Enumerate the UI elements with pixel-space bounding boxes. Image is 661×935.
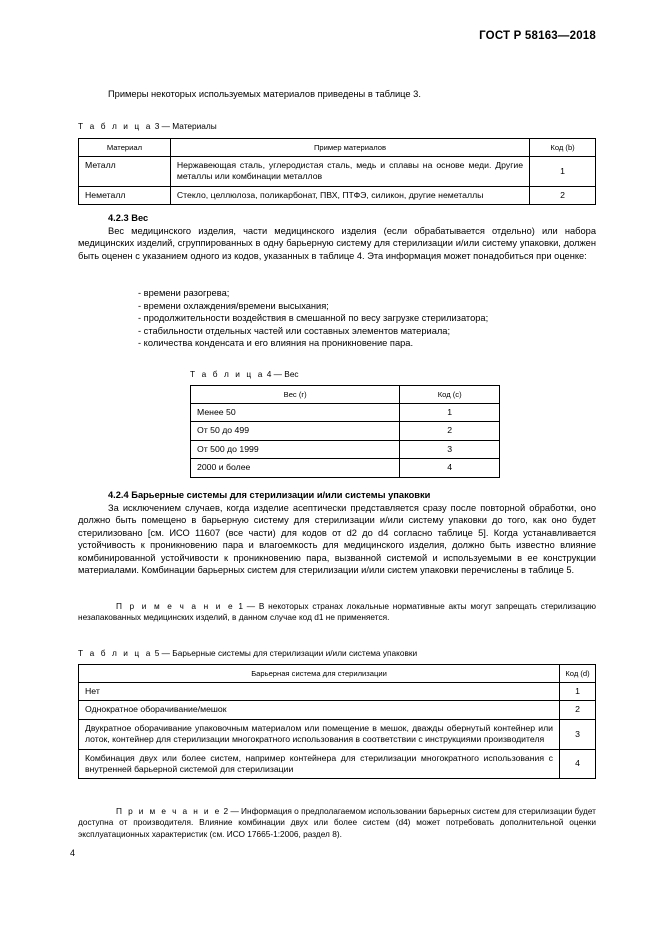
list-item: - времени охлаждения/времени высыхания; — [138, 300, 329, 311]
table4-cell-weight: Менее 50 — [191, 404, 400, 422]
note2-text: Информация о предполагаемом использовании барьерных систем для стерилизации будет доступна от производителя. Влияние комбинации двух или более систем (d4) может потребовать дополнительной оценки эксплуатационных характеристик (см. ИСО 17665-1:2006, раздел 8). — [78, 806, 596, 839]
note1-block — [78, 601, 596, 624]
section-424-heading: 4.2.4 Барьерные системы для стерилизации и/или системы упаковки — [108, 490, 431, 500]
table3-header-material: Материал — [79, 139, 171, 157]
table5-caption-number: 5 — [154, 648, 160, 658]
note1 — [78, 601, 596, 624]
note2-label: П р и м е ч а н и е — [116, 806, 222, 816]
note1-label: П р и м е ч а н и е — [116, 601, 235, 611]
table4-cell-code: 1 — [400, 404, 500, 422]
table3-caption-title: Материалы — [172, 121, 217, 131]
table-row — [79, 683, 596, 701]
intro-paragraph: Примеры некоторых используемых материалов приведены в таблице 3. — [108, 89, 421, 99]
table5-cell-code: 2 — [560, 701, 596, 719]
section-424-paragraph: За исключением случаев, когда изделие асептически представляется сразу после повторной обработки, оно должно быть помещено в барьерную систему для стерилизации и/или систему упаковки до того, как оно будет стерилизовано [см. ИСО 11607 (все части) для кодов от d2 до d4 согласно таблице 5]. Когда устанавливается устойчивость к проникновению пара и влагоемкость для медицинского изделия, должно быть известно влияние комбинированной устойчивости к проникновению пара, вызванной системой и используемыми в ее конструкции материалами. Комбинации барьерных систем для стерилизации и/или систем упаковки перечислены в таблице 5. — [78, 502, 596, 576]
page-number: 4 — [70, 848, 76, 858]
table3-cell-code: 2 — [530, 186, 596, 204]
table5-header-code: Код (d) — [560, 665, 596, 683]
note1-dash: — — [246, 601, 256, 611]
table-row — [79, 701, 596, 719]
table3-header-row — [79, 139, 596, 157]
table3-wrapper — [78, 138, 596, 205]
intro-block — [78, 88, 596, 101]
table4-caption — [190, 368, 299, 380]
table5-wrapper — [78, 664, 596, 779]
section-424-block — [78, 489, 596, 577]
table5-cell-code: 1 — [560, 683, 596, 701]
table5-cell-code: 3 — [560, 719, 596, 749]
table3-cell-examples: Стекло, целлюлоза, поликарбонат, ПВХ, ПТФЭ, силикон, другие неметаллы — [170, 186, 529, 204]
table-row — [79, 719, 596, 749]
table4-caption-title: Вес — [284, 369, 299, 379]
table3-header-examples: Пример материалов — [170, 139, 529, 157]
section-423-paragraph: Вес медицинского изделия, части медицинского изделия (если обрабатывается отдельно) или набора медицинских изделий, сгруппированных в одну барьерную систему для стерилизации и/или систему упаковки, должен быть оценен с указанием одного из кодов, указанных в таблице 4. Эта информация может понадобиться при оценке: — [78, 225, 596, 261]
list-item: - времени разогрева; — [138, 288, 230, 298]
table5-cell-system: Двукратное оборачивание упаковочным материалом или помещение в мешок, дважды обернутый контейнер или лоток, контейнер для стерилизации многократного использования в соответствии с инструкциями производителя — [79, 719, 560, 749]
table5-cell-system: Нет — [79, 683, 560, 701]
table-row — [191, 440, 500, 458]
table-row — [191, 422, 500, 440]
table3-cell-code: 1 — [530, 157, 596, 187]
section-423-list-block — [78, 287, 596, 350]
table4-cell-code: 4 — [400, 459, 500, 477]
table3-caption-dash: — — [161, 121, 170, 131]
table4-wrapper — [190, 385, 500, 478]
table4-caption-number: 4 — [266, 369, 272, 379]
note2-number: 2 — [223, 806, 229, 816]
table4-cell-weight: 2000 и более — [191, 459, 400, 477]
table5-caption-dash: — — [161, 648, 170, 658]
table4-caption-label: Т а б л и ц а — [190, 369, 265, 379]
note2-dash: — — [230, 806, 239, 816]
table-row — [191, 404, 500, 422]
table4-header-code: Код (с) — [400, 386, 500, 404]
table3-header-code: Код (b) — [530, 139, 596, 157]
list-item: - продолжительности воздействия в смешанной по весу загрузке стерилизатора; — [138, 313, 489, 324]
table3-cell-material: Металл — [79, 157, 171, 187]
table5-cell-system: Однократное оборачивание/мешок — [79, 701, 560, 719]
assessment-list — [78, 287, 596, 350]
table3-cell-material: Неметалл — [79, 186, 171, 204]
table5-header-system: Барьерная система для стерилизации — [79, 665, 560, 683]
note2 — [78, 806, 596, 840]
note1-text: В некоторых странах локальные нормативные акты могут запрещать стерилизацию незапакованных медицинских изделий, в данном случае код d1 не применяется. — [78, 601, 596, 623]
table4-cell-code: 3 — [400, 440, 500, 458]
section-423-heading: 4.2.3 Вес — [108, 213, 149, 223]
table4-cell-weight: От 50 до 499 — [191, 422, 400, 440]
note1-number: 1 — [238, 601, 243, 611]
table4-cell-weight: От 500 до 1999 — [191, 440, 400, 458]
table4-header-row — [191, 386, 500, 404]
table4-cell-code: 2 — [400, 422, 500, 440]
table-row — [79, 186, 596, 204]
list-item: - количества конденсата и его влияния на проникновение пара. — [138, 338, 414, 349]
table5-header-row — [79, 665, 596, 683]
table-row — [79, 749, 596, 779]
table-row — [191, 459, 500, 477]
table3-caption — [78, 120, 217, 132]
table5-cell-code: 4 — [560, 749, 596, 779]
table4-header-weight: Вес (г) — [191, 386, 400, 404]
table5-caption — [78, 647, 417, 659]
table3-cell-examples: Нержавеющая сталь, углеродистая сталь, медь и сплавы на основе меди. Другие металлы или комбинации металлов — [170, 157, 529, 187]
section-423-block — [78, 212, 596, 262]
table5 — [78, 664, 596, 779]
table3-caption-label: Т а б л и ц а — [78, 121, 153, 131]
table5-caption-label: Т а б л и ц а — [78, 648, 153, 658]
note2-block — [78, 806, 596, 840]
table3-caption-number: 3 — [154, 121, 160, 131]
table4 — [190, 385, 500, 478]
table5-cell-system: Комбинация двух или более систем, например контейнера для стерилизации многократного использования с внутренней барьерной системой для стерилизации — [79, 749, 560, 779]
table5-caption-title: Барьерные системы для стерилизации и/или система упаковки — [172, 648, 418, 658]
table3 — [78, 138, 596, 205]
list-item: - стабильности отдельных частей или составных элементов материала; — [138, 325, 451, 336]
table-row — [79, 157, 596, 187]
standard-header: ГОСТ Р 58163—2018 — [479, 30, 596, 42]
table4-caption-dash: — — [273, 369, 282, 379]
